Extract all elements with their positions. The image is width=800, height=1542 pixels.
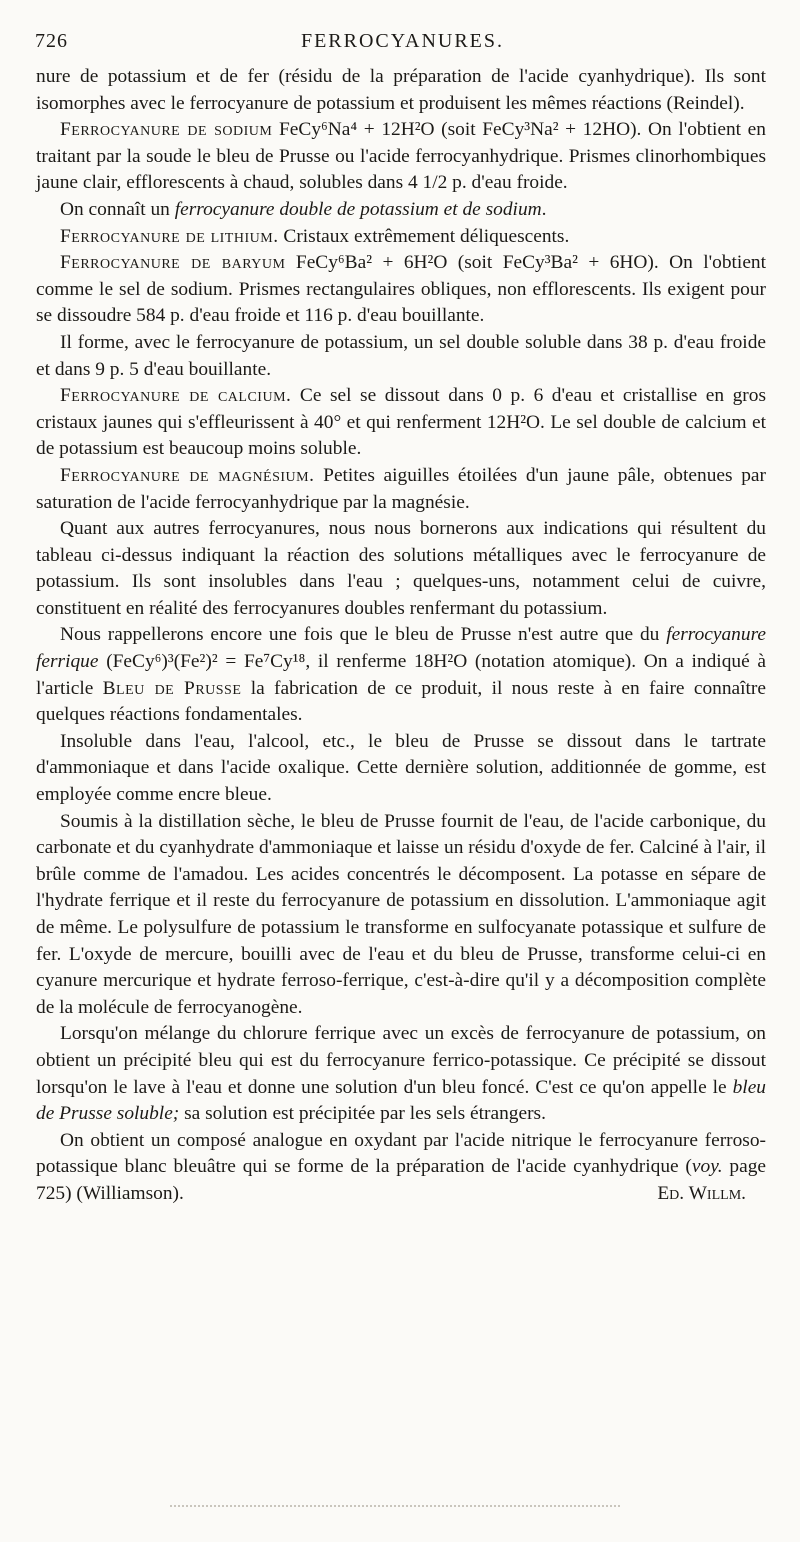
text-run: On connaît un	[60, 198, 175, 220]
paragraph-soluble-blue	[36, 1021, 766, 1127]
page-body	[36, 64, 766, 1208]
text-run: la fabrication de ce produit, il nous reste à en faire connaître quelques réactions fondamentales.	[36, 677, 766, 726]
paragraph-final	[36, 1128, 766, 1208]
entry-heading: Ferrocyanure de lithium.	[60, 225, 279, 247]
entry-text: FeCy⁶Na⁴ + 12H²O (soit FeCy³Na² + 12HO). On l'obtient en traitant par la soude le bleu de Prusse ou l'acide ferrocyanhydrique. Prismes clinorhombiques jaune clair, efflorescents à chaud, solubles dans 4 1/2 p. d'eau froide.	[36, 119, 766, 194]
text-run: On obtient un composé analogue en oxydant par l'acide nitrique le ferrocyanure ferroso-potassique blanc bleuâtre qui se forme de la préparation de l'acide cyanhydrique (	[36, 1129, 766, 1178]
paragraph-magnesium	[36, 463, 766, 516]
author-signature: Ed. Willm.	[657, 1182, 746, 1204]
paragraph-calcium	[36, 383, 766, 463]
running-title: FERROCYANURES.	[300, 30, 505, 52]
paragraph: Soumis à la distillation sèche, le bleu de Prusse fournit de l'eau, de l'acide carbonique, du carbonate et du cyanhydrate d'ammoniaque et laisse un résidu d'oxyde de fer. Calciné à l'air, il brûle comme de l'amadou. Les acides concentrés le décomposent. La potasse en sépare de l'hydrate ferrique et il reste du ferrocyanure de potassium en dissolution. L'ammoniaque agit de même. Le polysulfure de potassium le transforme en sulfocyanate potassique et sulfure de fer. L'oxyde de mercure, bouilli avec de l'eau et du bleu de Prusse, transforme celui-ci en cyanure mercurique et hydrate ferroso-ferrique, c'est-à-dire qu'il y a décomposition complète de la molécule de ferrocyanogène.	[36, 810, 766, 1018]
paragraph: nure de potassium et de fer (résidu de la préparation de l'acide cyanhydrique). Ils sont isomorphes avec le ferrocyanure de potassium et produisent les mêmes réactions (Reindel).	[36, 66, 766, 114]
italic-term: bleu de Prusse soluble;	[36, 1076, 766, 1125]
paragraph: Quant aux autres ferrocyanures, nous nous bornerons aux indications qui résultent du tableau ci-dessus indiquant la réaction des solutions métalliques avec le ferrocyanure de potassium. Ils sont insolubles dans l'eau ; quelques-uns, notamment celui de cuivre, constituent en réalité des ferrocyanures doubles renfermant du potassium.	[36, 518, 766, 619]
paragraph-double-salt	[36, 197, 766, 224]
paragraph-barium	[36, 250, 766, 330]
paragraph: Insoluble dans l'eau, l'alcool, etc., le bleu de Prusse se dissout dans le tartrate d'ammoniaque et dans l'acide oxalique. Cette dernière solution, additionnée de gomme, est employée comme encre bleue.	[36, 730, 766, 806]
paragraph-lithium	[36, 224, 766, 251]
paragraph: Il forme, avec le ferrocyanure de potassium, un sel double soluble dans 38 p. d'eau froide et dans 9 p. 5 d'eau bouillante.	[36, 331, 766, 380]
footer-dotted-rule	[170, 1505, 620, 1509]
entry-text: FeCy⁶Ba² + 6H²O (soit FeCy³Ba² + 6HO). On l'obtient comme le sel de sodium. Prismes rectangulaires obliques, non efflorescents. Ils exigent pour se dissoudre 584 p. d'eau froide et 116 p. d'eau bouillante.	[36, 252, 767, 327]
entry-text: Cristaux extrêmement déliquescents.	[278, 225, 570, 247]
italic-term: voy.	[691, 1156, 723, 1178]
text-run: .	[541, 198, 547, 220]
entry-heading: Ferrocyanure de sodium	[60, 119, 273, 141]
entry-heading: Ferrocyanure de calcium.	[60, 385, 292, 407]
entry-heading: Ferrocyanure de magnésium.	[60, 464, 315, 486]
entry-text: Ce sel se dissout dans 0 p. 6 d'eau et cristallise en gros cristaux jaunes qui s'effleurissent à 40° et qui renferment 12H²O. Le sel double de calcium et de potassium est beaucoup moins soluble.	[36, 385, 766, 460]
entry-heading: Ferrocyanure de baryum	[60, 252, 286, 274]
text-run: Lorsqu'on mélange du chlorure ferrique avec un excès de ferrocyanure de potassium, on obtient un précipité bleu qui est du ferrocyanure ferrico-potassique. Ce précipité se dissout lorsqu'on le lave à l'eau et donne une solution d'un bleu foncé. C'est ce qu'on appelle le	[36, 1023, 766, 1098]
cross-reference: Bleu de Prusse	[102, 677, 242, 699]
italic-term: ferrocyanure ferrique	[36, 624, 766, 673]
paragraph-prussian-blue	[36, 622, 766, 728]
page-header	[35, 30, 770, 58]
text-run: (FeCy⁶)³(Fe²)² = Fe⁷Cy¹⁸, il renferme 18H²O (notation atomique). On a indiqué à l'article	[36, 651, 766, 699]
text-run: Nous rappellerons encore une fois que le bleu de Prusse n'est autre que du	[60, 624, 667, 646]
italic-term: ferrocyanure double de potassium et de sodium	[174, 198, 542, 220]
paragraph-sodium	[36, 117, 766, 197]
entry-text: Petites aiguilles étoilées d'un jaune pâle, obtenues par saturation de l'acide ferrocyanhydrique par la magnésie.	[36, 464, 766, 513]
page-number: 726	[35, 30, 68, 52]
text-run: page 725) (Williamson).	[36, 1156, 767, 1204]
text-run: sa solution est précipitée par les sels étrangers.	[179, 1103, 546, 1125]
